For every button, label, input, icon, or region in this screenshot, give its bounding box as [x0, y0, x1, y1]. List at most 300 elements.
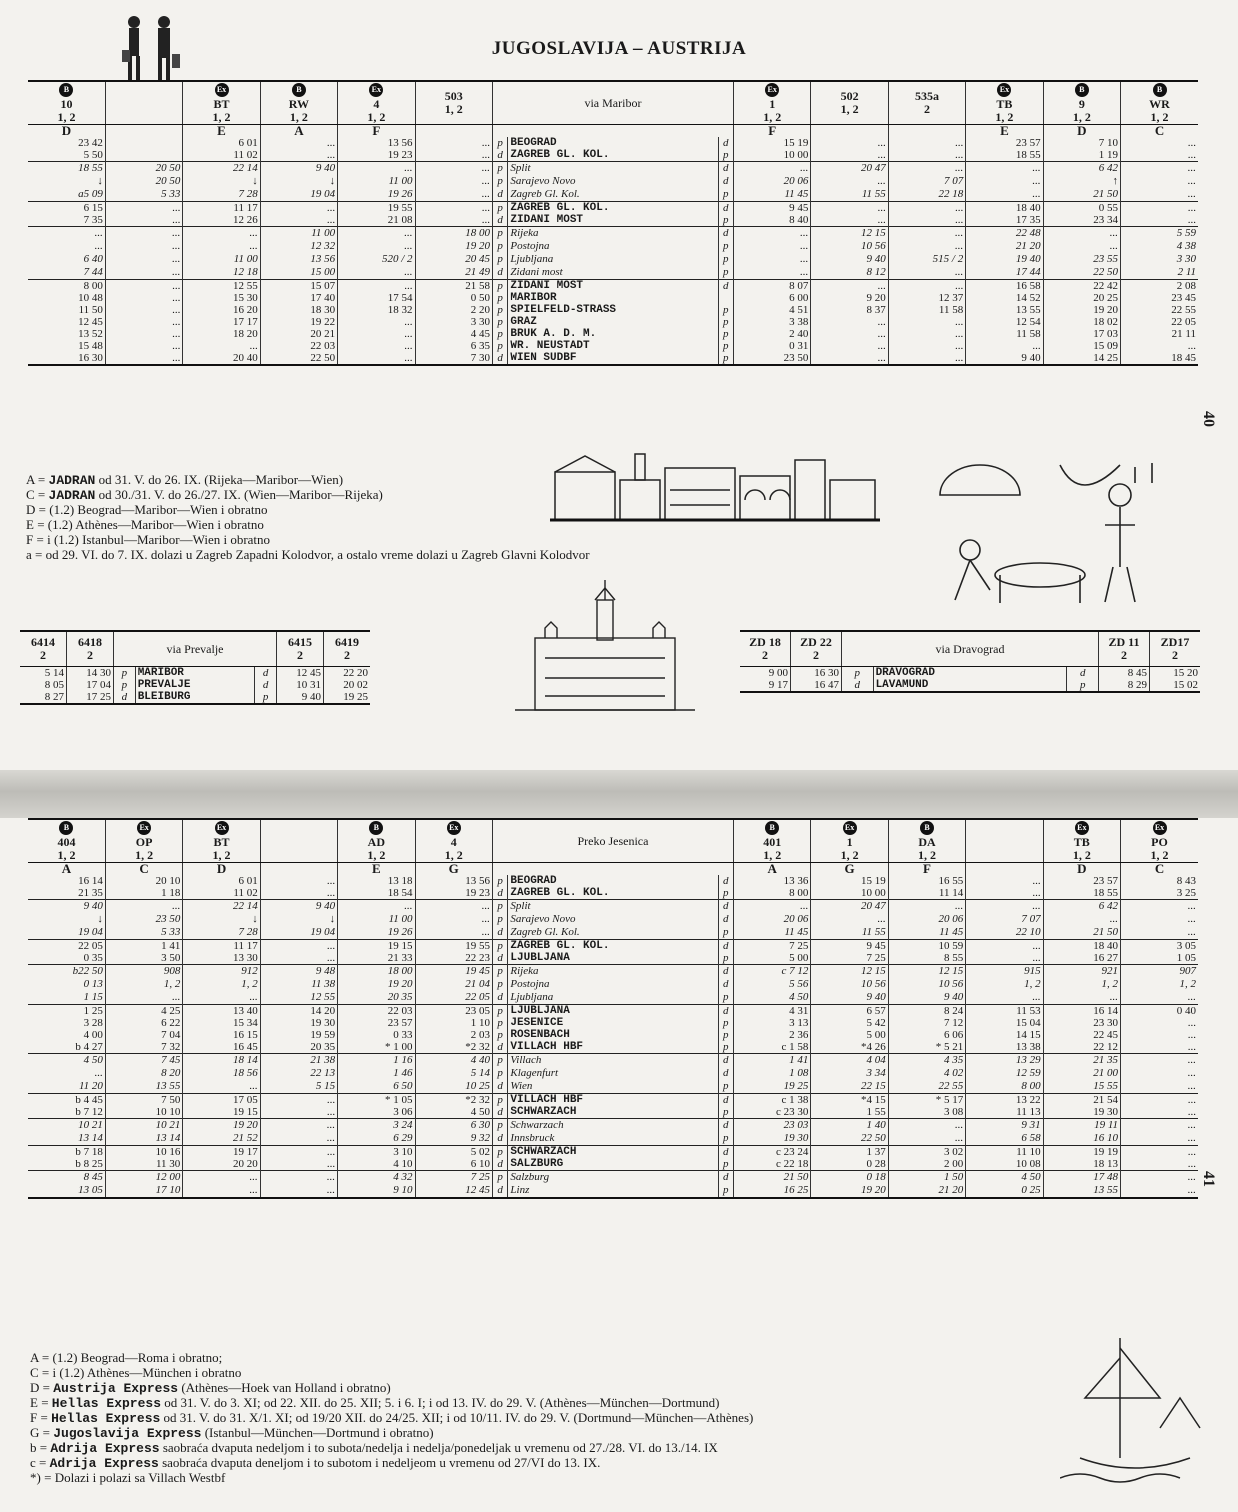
train-column-header	[67, 631, 114, 667]
footnote-text: od 30./31. V. do 26./27. IX. (Wien—Maribor—Rijeka)	[95, 487, 383, 502]
dep-arr-marker: d	[492, 1041, 507, 1054]
express-train-icon: Ex	[997, 83, 1011, 97]
train-column-header	[966, 819, 1043, 863]
time-cell: * 5 21	[888, 1041, 965, 1054]
time-cell: 17 40	[260, 292, 337, 304]
time-cell: 9 45	[733, 202, 810, 215]
time-cell: 21 50	[1043, 926, 1120, 940]
time-cell: 11 00	[338, 913, 415, 926]
time-cell: 3 05	[1121, 940, 1198, 953]
time-cell: 18 32	[338, 304, 415, 316]
time-cell: ...	[966, 900, 1043, 914]
footnote-train-name: Adrija Express	[49, 1456, 159, 1471]
train-classes: 2	[40, 648, 46, 662]
station-label: Split	[510, 162, 531, 174]
time-cell: 9 40	[260, 162, 337, 176]
station-label: MARIBOR	[510, 292, 557, 304]
station-label: Schwarzach	[510, 1119, 564, 1131]
time-cell: 23 57	[966, 137, 1043, 149]
time-cell: ...	[260, 940, 337, 953]
train-letter	[415, 125, 492, 138]
time-cell: ...	[888, 162, 965, 176]
station-name	[508, 240, 718, 253]
time-cell: 19 30	[1043, 1106, 1120, 1119]
time-cell: 921	[1043, 965, 1120, 979]
time-cell: ...	[966, 887, 1043, 900]
time-cell: 3 24	[338, 1119, 415, 1133]
timetable-row	[28, 913, 1198, 926]
station-label: ZAGREB GL. KOL.	[510, 940, 610, 952]
express-train-icon: Ex	[215, 83, 229, 97]
footnote-text: saobraća dvaputa nedeljom i to subota/nedelja i nedelja/ponedeljak u vremenu od 27./28. VI. do 13./14. IX	[159, 1440, 718, 1455]
route-via-label: via Dravograd	[842, 631, 1099, 667]
time-cell: 9 31	[966, 1119, 1043, 1133]
time-cell: ...	[1121, 175, 1198, 188]
time-cell: 7 07	[888, 175, 965, 188]
dep-arr-marker: p	[492, 875, 507, 887]
footnote-eq: =	[35, 547, 46, 562]
time-cell: 1 41	[105, 940, 182, 953]
station-name	[508, 328, 718, 340]
station-name	[508, 926, 718, 940]
route-via-label: via Prevalje	[114, 631, 277, 667]
train-column-header	[28, 819, 105, 863]
dep-arr-marker: p	[492, 1119, 507, 1133]
footnote-eq: =	[42, 1380, 54, 1395]
time-cell: 23 57	[338, 1017, 415, 1029]
time-cell: ...	[260, 1184, 337, 1198]
timetable-row	[28, 266, 1198, 280]
time-cell	[105, 149, 182, 162]
timetable-row	[28, 875, 1198, 887]
train-letter	[888, 125, 965, 138]
time-cell: 13 38	[966, 1041, 1043, 1054]
express-train-icon: Ex	[447, 821, 461, 835]
time-cell: 21 33	[338, 952, 415, 965]
time-cell: 19 04	[260, 926, 337, 940]
station-name	[508, 352, 718, 365]
time-cell: ...	[415, 149, 492, 162]
time-cell: 8 40	[733, 214, 810, 227]
time-cell: 21 50	[733, 1171, 810, 1185]
time-cell: ...	[105, 280, 182, 293]
timetable-row	[28, 978, 1198, 991]
train-number: ZD17	[1160, 635, 1190, 649]
header-row	[20, 631, 370, 667]
time-cell: ...	[260, 1119, 337, 1133]
train-classes: 1, 2	[289, 110, 308, 124]
train-column-header	[183, 819, 260, 863]
time-cell: a5 09	[78, 188, 103, 200]
dep-arr-marker: d	[492, 926, 507, 940]
time-cell: 13 56	[415, 875, 492, 887]
time-cell: ...	[811, 340, 888, 352]
time-cell: 13 40	[183, 1005, 260, 1018]
dep-arr-marker: d	[718, 940, 733, 953]
time-cell: 13 14	[78, 1132, 103, 1144]
time-cell: 18 30	[260, 304, 337, 316]
dep-arr-marker: p	[718, 926, 733, 940]
footnote-key: A	[26, 472, 35, 487]
time-cell: ...	[260, 887, 337, 900]
jesenice-timetable	[28, 818, 1198, 1199]
train-column-header	[811, 81, 888, 125]
time-cell: ...	[260, 952, 337, 965]
time-cell: 13 30	[183, 952, 260, 965]
dep-arr-marker: p	[492, 1029, 507, 1041]
train-classes: 1, 2	[763, 110, 782, 124]
station-label: ZAGREB GL. KOL.	[510, 149, 610, 161]
time-cell: ...	[1121, 991, 1198, 1005]
dep-arr-marker: d	[718, 1119, 733, 1133]
station-name	[508, 913, 718, 926]
time-cell: 15 30	[183, 292, 260, 304]
dep-arr-marker: d	[718, 1067, 733, 1080]
station-name	[508, 188, 718, 202]
time-cell: 7 30	[415, 352, 492, 365]
time-cell: ...	[338, 340, 415, 352]
dep-arr-marker: d	[492, 352, 507, 365]
time-cell: ...	[260, 1094, 337, 1107]
restaurant-illustration	[930, 455, 1170, 605]
time-cell: ...	[338, 280, 415, 293]
time-cell: 21 11	[1121, 328, 1198, 340]
time-cell: 17 04	[67, 679, 114, 691]
dep-arr-marker: d	[718, 175, 733, 188]
time-cell: 22 12	[1043, 1041, 1120, 1054]
time-cell: 21 50	[1043, 188, 1120, 202]
time-cell: ...	[733, 227, 810, 241]
time-cell: 12 15	[811, 227, 888, 241]
time-cell: 11 45	[888, 926, 965, 940]
time-cell: 4 02	[888, 1067, 965, 1080]
train-classes: 2	[924, 102, 930, 116]
time-cell: 11 02	[183, 887, 260, 900]
train-number: 1	[846, 835, 853, 849]
timetable-row	[28, 292, 1198, 304]
time-cell: 915	[966, 965, 1043, 979]
time-cell: ...	[260, 214, 337, 227]
time-cell: 17 03	[1043, 328, 1120, 340]
time-cell: 4 25	[105, 1005, 182, 1018]
time-cell: 16 25	[733, 1184, 810, 1198]
timetable-row	[28, 240, 1198, 253]
footnote-train-name: Adrija Express	[50, 1441, 160, 1456]
time-cell: 7 25	[415, 1171, 492, 1185]
train-number: DA	[918, 835, 936, 849]
footnote-text: i (1.2) Istanbul—Maribor—Wien i obratno	[47, 532, 271, 547]
train-number: 6418	[78, 635, 102, 649]
time-cell: 12 18	[183, 266, 260, 280]
timetable-row	[28, 352, 1198, 365]
time-cell: ...	[888, 227, 965, 241]
train-column-header	[277, 631, 324, 667]
time-cell: ...	[1043, 913, 1120, 926]
time-cell: 6 42	[1043, 162, 1120, 176]
time-cell: 10 10	[105, 1106, 182, 1119]
time-cell: 4 31	[733, 1005, 810, 1018]
time-cell: ...	[966, 188, 1043, 202]
train-number: 4	[450, 835, 457, 849]
timetable-row	[28, 340, 1198, 352]
footnote-key: D	[30, 1380, 40, 1395]
time-cell: ...	[811, 214, 888, 227]
station-name	[508, 1119, 718, 1133]
time-cell: 19 25	[324, 691, 371, 704]
footnote	[30, 1395, 720, 1411]
footnote-text: (1.2) Beograd—Maribor—Wien i obratno	[49, 502, 268, 517]
time-cell: 22 42	[1043, 280, 1120, 293]
time-cell: 18 55	[966, 149, 1043, 162]
time-cell: 11 17	[183, 202, 260, 215]
station-name: BLEIBURG	[135, 691, 255, 704]
train-number: TB	[1073, 835, 1090, 849]
city-hall-illustration	[515, 578, 695, 718]
train-classes: 2	[87, 648, 93, 662]
train-classes: 2	[1121, 648, 1127, 662]
time-cell: 1 10	[415, 1017, 492, 1029]
station-name	[508, 292, 718, 304]
train-number: ZD 18	[749, 635, 781, 649]
train-number: 6419	[335, 635, 359, 649]
station-name	[508, 1080, 718, 1094]
time-cell: b22 50	[28, 965, 105, 979]
footnote-eq: =	[37, 487, 49, 502]
time-cell: 18 00	[415, 227, 492, 241]
time-cell: ...	[811, 913, 888, 926]
dep-arr-marker: d	[718, 202, 733, 215]
time-cell: ...	[105, 304, 182, 316]
train-number: 10	[60, 97, 73, 111]
timetable-row	[28, 1017, 1198, 1029]
time-cell: 11 45	[733, 188, 810, 202]
station-name	[508, 1017, 718, 1029]
time-cell: 7 32	[105, 1041, 182, 1054]
time-cell: 13 14	[105, 1132, 182, 1146]
dep-arr-marker: d	[255, 667, 277, 680]
time-cell: 22 14	[183, 900, 260, 914]
train-classes: 1, 2	[840, 102, 859, 116]
time-cell: b 7 12	[75, 1106, 103, 1118]
dep-arr-marker: d	[492, 266, 507, 280]
time-cell: c 7 12	[733, 965, 810, 979]
dep-arr-marker: p	[718, 952, 733, 965]
station-name	[508, 340, 718, 352]
time-cell: 6 00	[733, 292, 810, 304]
time-cell: 18 13	[1043, 1158, 1120, 1171]
time-cell: ...	[338, 900, 415, 914]
time-cell: 11 45	[733, 926, 810, 940]
dep-arr-marker: p	[718, 340, 733, 352]
dep-arr-marker: p	[492, 978, 507, 991]
station-label: Sarajevo Novo	[510, 913, 576, 925]
time-cell: 9 00	[768, 667, 788, 679]
train-classes: 1, 2	[1072, 110, 1091, 124]
time-cell: ...	[888, 328, 965, 340]
station-label: Zagreb Gl. Kol.	[510, 926, 580, 938]
time-cell: 7 04	[105, 1029, 182, 1041]
train-classes: 1, 2	[763, 848, 782, 862]
time-cell: 21 04	[415, 978, 492, 991]
train-classes: 1, 2	[444, 102, 463, 116]
time-cell: 16 45	[183, 1041, 260, 1054]
dep-arr-marker: p	[718, 188, 733, 202]
footnote-eq: =	[37, 472, 49, 487]
time-cell: ...	[105, 253, 182, 266]
time-cell: ...	[966, 875, 1043, 887]
time-cell: 3 02	[888, 1146, 965, 1159]
station-name: DRAVOGRAD	[873, 667, 1067, 680]
footnote-eq: =	[39, 1455, 50, 1470]
dep-arr-marker: p	[492, 940, 507, 953]
train-classes: 1, 2	[212, 848, 231, 862]
dep-arr-marker: p	[718, 991, 733, 1005]
time-cell: 17 10	[105, 1184, 182, 1198]
train-letter: C	[1121, 863, 1198, 876]
train-letter: D	[61, 124, 72, 137]
time-cell: 20 06	[733, 913, 810, 926]
station-name	[508, 266, 718, 280]
timetable-row	[28, 1080, 1198, 1094]
time-cell: 13 56	[338, 137, 415, 149]
dep-arr-marker: p	[492, 1146, 507, 1159]
express-train-icon: Ex	[137, 821, 151, 835]
time-cell: ...	[415, 214, 492, 227]
dravograd-timetable	[740, 630, 1200, 693]
timetable-row	[28, 887, 1198, 900]
dep-arr-marker: d	[492, 1132, 507, 1146]
train-number: 9	[1078, 97, 1085, 111]
time-cell: ...	[1121, 202, 1198, 215]
time-cell: 520 / 2	[338, 253, 415, 266]
time-cell: ...	[1043, 991, 1120, 1005]
time-cell: ...	[733, 162, 810, 176]
time-cell: 18 55	[1043, 887, 1120, 900]
timetable-row	[28, 991, 1198, 1005]
dep-arr-marker: p	[492, 202, 507, 215]
train-column-header	[888, 819, 965, 863]
time-cell: 19 20	[338, 978, 415, 991]
time-cell: *4 15	[811, 1094, 888, 1107]
time-cell: 3 50	[105, 952, 182, 965]
time-cell: 12 26	[183, 214, 260, 227]
time-cell: 8 55	[888, 952, 965, 965]
time-cell: 9 40	[966, 352, 1043, 365]
time-cell: 14 15	[966, 1029, 1043, 1041]
fast-train-icon: B	[59, 821, 73, 835]
dep-arr-marker: d	[255, 679, 277, 691]
time-cell: ...	[1121, 162, 1198, 176]
time-cell: 17 48	[1043, 1171, 1120, 1185]
time-cell: 1 55	[811, 1106, 888, 1119]
time-cell: 18 20	[183, 328, 260, 340]
time-cell: 11 58	[966, 328, 1043, 340]
time-cell: 19 20	[811, 1184, 888, 1198]
time-cell: 0 55	[1043, 202, 1120, 215]
dep-arr-marker: p	[718, 328, 733, 340]
time-cell: 7 10	[1043, 137, 1120, 149]
station-name	[508, 900, 718, 914]
station-label: Zagreb Gl. Kol.	[510, 188, 580, 200]
train-letter: F	[888, 863, 965, 876]
station-name	[508, 1146, 718, 1159]
time-cell: 10 31	[277, 679, 324, 691]
train-letter	[966, 863, 1043, 876]
timetable-row	[28, 280, 1198, 293]
dep-arr-marker: p	[255, 691, 277, 704]
time-cell: ...	[966, 340, 1043, 352]
train-classes: 1, 2	[1150, 110, 1169, 124]
time-cell: 18 45	[1121, 352, 1198, 365]
time-cell: 16 47	[791, 679, 842, 692]
time-cell: 5 59	[1121, 227, 1198, 241]
footnote	[30, 1455, 600, 1471]
dep-arr-marker: d	[718, 1146, 733, 1159]
train-letter: E	[966, 125, 1043, 138]
time-cell: 15 07	[260, 280, 337, 293]
station-label: LJUBLJANA	[510, 1005, 570, 1017]
time-cell: 3 25	[1121, 887, 1198, 900]
time-cell: 10 56	[811, 978, 888, 991]
time-cell: 15 20	[1150, 667, 1201, 680]
train-letter-row	[28, 863, 1198, 876]
time-cell: 4 50	[966, 1171, 1043, 1185]
time-cell: 18 00	[338, 965, 415, 979]
timetable-row	[28, 1054, 1198, 1068]
time-cell: 20 35	[338, 991, 415, 1005]
time-cell: ...	[1121, 1171, 1198, 1185]
train-column-header	[811, 819, 888, 863]
train-column-header	[966, 81, 1043, 125]
time-cell: 9 10	[338, 1184, 415, 1198]
dep-arr-marker: d	[718, 875, 733, 887]
station-name	[508, 965, 718, 979]
dep-arr-marker: d	[718, 1054, 733, 1068]
footnote-key: D	[26, 502, 36, 517]
page-number: 40	[1200, 411, 1217, 427]
time-cell: 6 15	[28, 202, 105, 215]
dep-arr-marker: p	[492, 137, 507, 149]
time-cell: ...	[415, 188, 492, 202]
time-cell: ...	[183, 1080, 260, 1094]
time-cell: ...	[733, 900, 810, 914]
station-name	[508, 1184, 718, 1198]
timetable-row	[28, 149, 1198, 162]
time-cell: 7 12	[888, 1017, 965, 1029]
time-cell: 1, 2	[966, 978, 1043, 991]
time-cell: 18 02	[1043, 316, 1120, 328]
train-column-header	[260, 81, 337, 125]
station-label: WIEN SÜDBF	[510, 352, 577, 364]
time-cell: 18 55	[28, 162, 105, 176]
station-name	[508, 202, 718, 215]
train-number: PO	[1151, 835, 1168, 849]
station-name	[508, 175, 718, 188]
time-cell: 1 40	[811, 1119, 888, 1133]
footnote-train-name: Hellas Express	[51, 1411, 161, 1426]
station-label: Postojna	[510, 240, 550, 252]
time-cell: 22 48	[966, 227, 1043, 241]
time-cell: ...	[1121, 900, 1198, 914]
time-cell: 21 38	[260, 1054, 337, 1068]
station-name	[508, 1106, 718, 1119]
dep-arr-marker: d	[492, 1106, 507, 1119]
time-cell: 12 45	[78, 316, 103, 328]
station-name	[508, 1041, 718, 1054]
train-classes: 2	[297, 648, 303, 662]
time-cell: ...	[888, 266, 965, 280]
time-cell: ...	[415, 913, 492, 926]
